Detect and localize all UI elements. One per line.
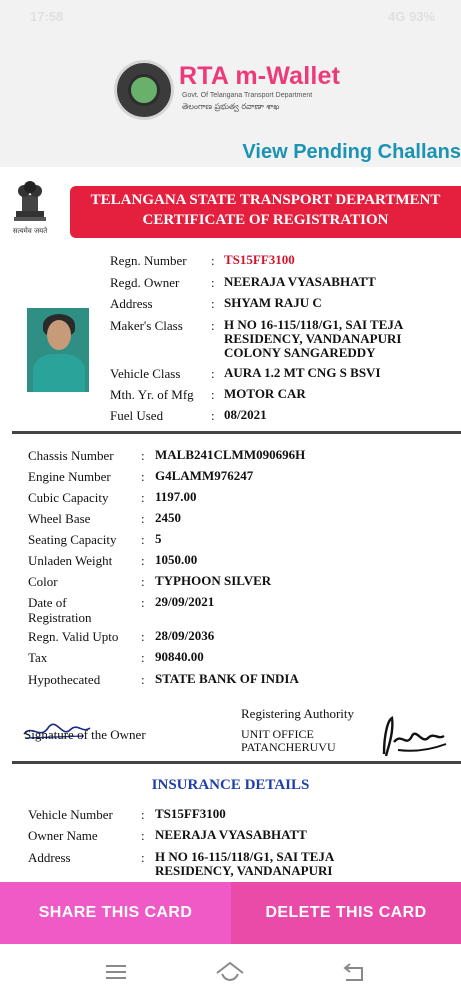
spec-value: 28/09/2036 bbox=[155, 628, 215, 643]
spec-value: TYPHOON SILVER bbox=[155, 573, 272, 588]
insurance-label: Owner Name bbox=[28, 828, 98, 843]
menu-icon[interactable] bbox=[102, 960, 130, 984]
spec-label: Regn. Valid Upto bbox=[28, 629, 119, 644]
insurance-value: TS15FF3100 bbox=[155, 806, 226, 821]
detail-value: H NO 16-115/118/G1, SAI TEJA RESIDENCY, VANDANAPURI COLONY SANGAREDDY bbox=[224, 317, 404, 360]
spec-value: 1197.00 bbox=[155, 489, 197, 504]
spec-value: 29/09/2021 bbox=[155, 594, 215, 609]
app-logo bbox=[114, 60, 350, 120]
spec-value: STATE BANK OF INDIA bbox=[155, 671, 299, 686]
spec-label: Wheel Base bbox=[28, 511, 91, 526]
spec-label: Seating Capacity bbox=[28, 532, 117, 547]
authority-label: Registering Authority bbox=[241, 706, 355, 721]
owner-photo bbox=[27, 308, 89, 392]
spec-value: 5 bbox=[155, 531, 162, 546]
spec-value: 90840.00 bbox=[155, 649, 204, 664]
spec-label: Tax bbox=[28, 650, 48, 665]
detail-label: Regd. Owner bbox=[110, 275, 180, 290]
view-pending-challans-link[interactable]: View Pending Challans bbox=[242, 141, 461, 163]
back-icon[interactable] bbox=[340, 960, 368, 984]
spec-value: G4LAMM976247 bbox=[155, 468, 254, 483]
spec-value: MALB241CLMM090696H bbox=[155, 447, 306, 462]
insurance-label: Address bbox=[28, 850, 71, 865]
spec-label: Unladen Weight bbox=[28, 553, 113, 568]
spec-label: Cubic Capacity bbox=[28, 490, 109, 505]
app-title: RTA m-Wallet bbox=[179, 62, 341, 90]
insurance-details-heading: INSURANCE DETAILS bbox=[151, 777, 310, 793]
detail-label: Vehicle Class bbox=[110, 366, 181, 381]
detail-value: MOTOR CAR bbox=[224, 386, 306, 401]
detail-value: SHYAM RAJU C bbox=[224, 295, 322, 310]
authority-signature-icon bbox=[378, 714, 448, 760]
detail-label: Address bbox=[110, 296, 153, 311]
detail-value: TS15FF3100 bbox=[224, 252, 295, 267]
insurance-label: Vehicle Number bbox=[28, 807, 113, 822]
section-divider bbox=[12, 761, 461, 764]
ashoka-emblem-icon bbox=[10, 177, 50, 239]
app-subtitle-telugu: తెలంగాణ ప్రభుత్వ రవాణా శాఖ bbox=[182, 102, 280, 111]
detail-value: 08/2021 bbox=[224, 407, 267, 422]
telangana-emblem-icon bbox=[114, 60, 174, 120]
spec-value: 1050.00 bbox=[155, 552, 198, 567]
detail-label: Fuel Used bbox=[110, 408, 164, 423]
spec-label: Date of Registration bbox=[28, 595, 92, 625]
spec-label: Hypothecated bbox=[28, 672, 101, 687]
app-subtitle: Govt. Of Telangana Transport Department bbox=[182, 92, 313, 99]
spec-label: Engine Number bbox=[28, 469, 111, 484]
home-icon[interactable] bbox=[214, 960, 246, 984]
banner-certificate: CERTIFICATE OF REGISTRATION bbox=[142, 212, 389, 228]
system-navigation-bar bbox=[0, 944, 461, 1000]
certificate-banner bbox=[70, 186, 461, 238]
spec-label: Chassis Number bbox=[28, 448, 114, 463]
authority-office: UNIT OFFICE PATANCHERUVU bbox=[241, 727, 336, 754]
owner-signature-label: Signature of the Owner bbox=[24, 727, 146, 742]
detail-label: Maker's Class bbox=[110, 318, 183, 333]
detail-label: Regn. Number bbox=[110, 253, 187, 268]
registration-card: सत्यमेव जयते TELANGANA STATE TRANSPORT DEPARTMENT CERTIFICATE OF REGISTRATION Regn. Number : TS15FF3100 Regd. Owner : NEERAJA VYASABHATT Address : SHYAM RAJU C Maker's Class : H NO 16-115/118/G1, SAI TEJA RESIDENCY, VANDANAPURI COLONY SANGAREDDY Vehicle Class : AURA 1.2 MT CNG S BSVI Mth. Yr. of Mfg : MOTOR CAR Fuel Used : 08/2021 Chassis Number : MALB241CLMM090696H Engine Number : G4LAMM976247 Cubic Capacity : 1197.00 Wheel Base : 2450 Seating Capacity : 5 Unladen Weight : 1050.00 Color : TYPHOON SILVER Date of Registration : 29/09/2021 Regn. Valid Upto : 28/09/2036 Tax : 90840.00 Hypothecated : STATE BANK OF INDIA Signature of the Owner Registering Authority UNIT OFFICE PATANCHERUVU INSURANCE DETAILS Vehicle Number : TS15FF3100 Owner Name : NEERAJA VYASABHATT Address : H NO 16-115/118/G1, SAI TEJA RESIDENCY, VANDANAPURI bbox=[0, 167, 461, 882]
delete-card-button[interactable]: DELETE THIS CARD bbox=[231, 882, 461, 944]
detail-label: Mth. Yr. of Mfg bbox=[110, 387, 194, 402]
app-header bbox=[0, 34, 461, 167]
banner-department: TELANGANA STATE TRANSPORT DEPARTMENT bbox=[90, 192, 441, 208]
insurance-value: H NO 16-115/118/G1, SAI TEJA RESIDENCY, VANDANAPURI bbox=[155, 849, 335, 878]
share-card-button[interactable]: SHARE THIS CARD bbox=[0, 882, 231, 944]
status-bar bbox=[0, 0, 461, 34]
insurance-value: NEERAJA VYASABHATT bbox=[155, 827, 307, 842]
spec-label: Color bbox=[28, 574, 58, 589]
section-divider bbox=[12, 431, 461, 434]
emblem-caption: सत्यमेव जयते bbox=[12, 227, 48, 235]
spec-value: 2450 bbox=[155, 510, 181, 525]
detail-value: AURA 1.2 MT CNG S BSVI bbox=[224, 365, 381, 380]
status-time: 17:58 bbox=[30, 9, 64, 24]
detail-value: NEERAJA VYASABHATT bbox=[224, 274, 376, 289]
status-indicators: 4G 93% bbox=[388, 9, 435, 24]
